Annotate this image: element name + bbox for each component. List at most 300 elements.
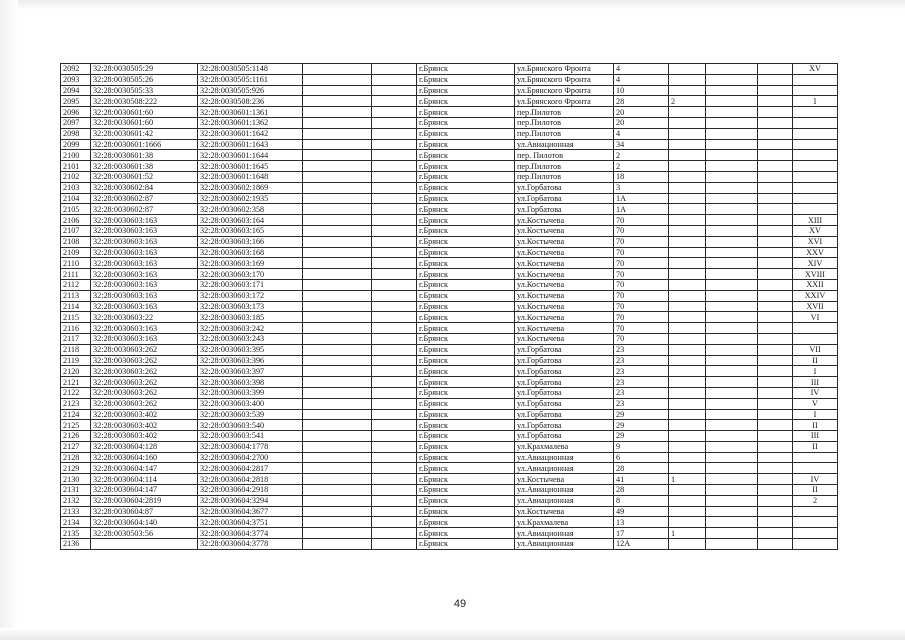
blank-col-10-cell [706, 398, 758, 409]
blank-col-11-cell [758, 517, 793, 528]
blank-col-4-cell [303, 485, 372, 496]
blank-col-10-cell [706, 182, 758, 193]
city-cell: г.Брянск [417, 431, 515, 442]
building-cell: 1 [669, 474, 706, 485]
blank-col-11-cell [758, 258, 793, 269]
city-cell: г.Брянск [417, 215, 515, 226]
blank-col-4-cell [303, 495, 372, 506]
city-cell: г.Брянск [417, 290, 515, 301]
row-number-cell: 2117 [61, 333, 91, 344]
blank-col-11-cell [758, 441, 793, 452]
blank-col-5-cell [372, 344, 417, 355]
cadastral-number-object-cell: 32:28:0030601:1361 [198, 107, 303, 118]
street-cell: ул.Горбатова [515, 431, 614, 442]
building-cell [669, 117, 706, 128]
house-number-cell: 18 [614, 171, 669, 182]
street-cell: ул.Авиационная [515, 485, 614, 496]
cadastral-number-parcel-cell [91, 539, 198, 550]
street-cell: ул.Костычева [515, 258, 614, 269]
row-number-cell: 2115 [61, 312, 91, 323]
house-number-cell: 2 [614, 150, 669, 161]
building-cell [669, 161, 706, 172]
premises-number-cell [793, 539, 838, 550]
cadastral-number-object-cell: 32:28:0030602:1869 [198, 182, 303, 193]
cadastral-number-object-cell: 32:28:0030603:541 [198, 431, 303, 442]
blank-col-4-cell [303, 279, 372, 290]
blank-col-10-cell [706, 117, 758, 128]
premises-number-cell: XXV [793, 247, 838, 258]
building-cell [669, 333, 706, 344]
blank-col-11-cell [758, 366, 793, 377]
blank-col-11-cell [758, 139, 793, 150]
premises-number-cell [793, 139, 838, 150]
premises-number-cell: III [793, 377, 838, 388]
cadastral-number-parcel-cell: 32:28:0030601:52 [91, 171, 198, 182]
city-cell: г.Брянск [417, 64, 515, 75]
street-cell: ул.Горбатова [515, 204, 614, 215]
cadastral-number-object-cell: 32:28:0030505:1161 [198, 74, 303, 85]
street-cell: ул.Костычева [515, 474, 614, 485]
blank-col-4-cell [303, 225, 372, 236]
table-row [61, 485, 838, 496]
premises-number-cell: I [793, 409, 838, 420]
blank-col-10-cell [706, 355, 758, 366]
blank-col-11-cell [758, 377, 793, 388]
row-number-cell: 2112 [61, 279, 91, 290]
building-cell: 2 [669, 96, 706, 107]
blank-col-5-cell [372, 290, 417, 301]
blank-col-10-cell [706, 387, 758, 398]
scan-edge-top [0, 0, 905, 10]
blank-col-10-cell [706, 150, 758, 161]
blank-col-4-cell [303, 150, 372, 161]
blank-col-10-cell [706, 139, 758, 150]
house-number-cell: 70 [614, 258, 669, 269]
table-row [61, 539, 838, 550]
premises-number-cell [793, 204, 838, 215]
city-cell: г.Брянск [417, 409, 515, 420]
city-cell: г.Брянск [417, 312, 515, 323]
blank-col-5-cell [372, 333, 417, 344]
blank-col-4-cell [303, 269, 372, 280]
city-cell: г.Брянск [417, 366, 515, 377]
cadastral-number-parcel-cell: 32:28:0030603:163 [91, 247, 198, 258]
street-cell: пер.Пилотов [515, 171, 614, 182]
blank-col-4-cell [303, 333, 372, 344]
cadastral-number-object-cell: 32:28:0030603:395 [198, 344, 303, 355]
blank-col-11-cell [758, 96, 793, 107]
premises-number-cell: XVIII [793, 269, 838, 280]
building-cell [669, 150, 706, 161]
row-number-cell: 2121 [61, 377, 91, 388]
table-row [61, 452, 838, 463]
street-cell: ул.Костычева [515, 312, 614, 323]
blank-col-5-cell [372, 236, 417, 247]
premises-number-cell: XVI [793, 236, 838, 247]
premises-number-cell: XVII [793, 301, 838, 312]
blank-col-4-cell [303, 366, 372, 377]
blank-col-5-cell [372, 96, 417, 107]
table-row [61, 182, 838, 193]
table-row [61, 355, 838, 366]
building-cell [669, 312, 706, 323]
cadastral-number-object-cell: 32:28:0030603:173 [198, 301, 303, 312]
blank-col-5-cell [372, 128, 417, 139]
house-number-cell: 23 [614, 344, 669, 355]
blank-col-11-cell [758, 463, 793, 474]
city-cell: г.Брянск [417, 269, 515, 280]
house-number-cell: 4 [614, 74, 669, 85]
table-row [61, 85, 838, 96]
blank-col-4-cell [303, 215, 372, 226]
building-cell [669, 431, 706, 442]
street-cell: ул.Костычева [515, 269, 614, 280]
table-row [61, 225, 838, 236]
blank-col-5-cell [372, 485, 417, 496]
blank-col-11-cell [758, 85, 793, 96]
cadastral-number-parcel-cell: 32:28:0030602:87 [91, 193, 198, 204]
blank-col-11-cell [758, 290, 793, 301]
blank-col-11-cell [758, 312, 793, 323]
building-cell [669, 452, 706, 463]
house-number-cell: 20 [614, 117, 669, 128]
house-number-cell: 23 [614, 387, 669, 398]
table-row [61, 312, 838, 323]
house-number-cell: 13 [614, 517, 669, 528]
blank-col-10-cell [706, 161, 758, 172]
blank-col-10-cell [706, 269, 758, 280]
blank-col-5-cell [372, 539, 417, 550]
table-row [61, 409, 838, 420]
city-cell: г.Брянск [417, 225, 515, 236]
blank-col-5-cell [372, 323, 417, 334]
city-cell: г.Брянск [417, 528, 515, 539]
row-number-cell: 2096 [61, 107, 91, 118]
house-number-cell: 2 [614, 161, 669, 172]
city-cell: г.Брянск [417, 539, 515, 550]
house-number-cell: 49 [614, 506, 669, 517]
row-number-cell: 2103 [61, 182, 91, 193]
blank-col-4-cell [303, 85, 372, 96]
cadastral-number-object-cell: 32:28:0030604:1778 [198, 441, 303, 452]
row-number-cell: 2120 [61, 366, 91, 377]
city-cell: г.Брянск [417, 85, 515, 96]
row-number-cell: 2118 [61, 344, 91, 355]
house-number-cell: 70 [614, 323, 669, 334]
blank-col-4-cell [303, 247, 372, 258]
cadastral-number-object-cell: 32:28:0030601:1362 [198, 117, 303, 128]
blank-col-10-cell [706, 247, 758, 258]
row-number-cell: 2130 [61, 474, 91, 485]
blank-col-4-cell [303, 74, 372, 85]
blank-col-10-cell [706, 377, 758, 388]
blank-col-4-cell [303, 539, 372, 550]
cadastral-number-parcel-cell: 32:28:0030603:163 [91, 225, 198, 236]
table-row [61, 279, 838, 290]
city-cell: г.Брянск [417, 193, 515, 204]
row-number-cell: 2107 [61, 225, 91, 236]
blank-col-5-cell [372, 312, 417, 323]
blank-col-11-cell [758, 485, 793, 496]
city-cell: г.Брянск [417, 139, 515, 150]
cadastral-number-object-cell: 32:28:0030602:1935 [198, 193, 303, 204]
row-number-cell: 2114 [61, 301, 91, 312]
table-row [61, 506, 838, 517]
premises-number-cell: XXIV [793, 290, 838, 301]
blank-col-11-cell [758, 182, 793, 193]
street-cell: ул.Горбатова [515, 182, 614, 193]
street-cell: ул.Горбатова [515, 420, 614, 431]
row-number-cell: 2097 [61, 117, 91, 128]
blank-col-4-cell [303, 236, 372, 247]
blank-col-5-cell [372, 193, 417, 204]
row-number-cell: 2111 [61, 269, 91, 280]
page-number: 49 [453, 598, 467, 610]
table-row [61, 117, 838, 128]
blank-col-11-cell [758, 474, 793, 485]
blank-col-10-cell [706, 420, 758, 431]
cadastral-number-object-cell: 32:28:0030604:3778 [198, 539, 303, 550]
table-row [61, 344, 838, 355]
blank-col-4-cell [303, 128, 372, 139]
city-cell: г.Брянск [417, 463, 515, 474]
cadastral-number-object-cell: 32:28:0030603:400 [198, 398, 303, 409]
cadastral-number-object-cell: 32:28:0030602:358 [198, 204, 303, 215]
table-row [61, 431, 838, 442]
blank-col-4-cell [303, 344, 372, 355]
row-number-cell: 2132 [61, 495, 91, 506]
blank-col-11-cell [758, 398, 793, 409]
street-cell: ул.Авиационная [515, 528, 614, 539]
blank-col-4-cell [303, 517, 372, 528]
street-cell: пер.Пилотов [515, 161, 614, 172]
row-number-cell: 2098 [61, 128, 91, 139]
street-cell: пер.Пилотов [515, 107, 614, 118]
blank-col-10-cell [706, 431, 758, 442]
building-cell [669, 355, 706, 366]
blank-col-5-cell [372, 74, 417, 85]
table-row [61, 128, 838, 139]
city-cell: г.Брянск [417, 128, 515, 139]
row-number-cell: 2104 [61, 193, 91, 204]
blank-col-10-cell [706, 312, 758, 323]
premises-number-cell [793, 128, 838, 139]
building-cell [669, 366, 706, 377]
premises-number-cell: II [793, 485, 838, 496]
cadastral-number-parcel-cell: 32:28:0030603:262 [91, 355, 198, 366]
blank-col-5-cell [372, 139, 417, 150]
house-number-cell: 20 [614, 107, 669, 118]
blank-col-4-cell [303, 171, 372, 182]
table-row [61, 107, 838, 118]
blank-col-4-cell [303, 64, 372, 75]
building-cell [669, 377, 706, 388]
building-cell [669, 85, 706, 96]
blank-col-11-cell [758, 420, 793, 431]
cadastral-number-parcel-cell: 32:28:0030601:38 [91, 150, 198, 161]
city-cell: г.Брянск [417, 236, 515, 247]
row-number-cell: 2109 [61, 247, 91, 258]
street-cell: ул.Авиационная [515, 495, 614, 506]
house-number-cell: 28 [614, 463, 669, 474]
blank-col-5-cell [372, 150, 417, 161]
row-number-cell: 2136 [61, 539, 91, 550]
building-cell [669, 323, 706, 334]
blank-col-5-cell [372, 182, 417, 193]
premises-number-cell [793, 85, 838, 96]
city-cell: г.Брянск [417, 398, 515, 409]
blank-col-5-cell [372, 215, 417, 226]
blank-col-10-cell [706, 517, 758, 528]
blank-col-4-cell [303, 258, 372, 269]
cadastral-number-parcel-cell: 32:28:0030604:114 [91, 474, 198, 485]
city-cell: г.Брянск [417, 247, 515, 258]
blank-col-10-cell [706, 344, 758, 355]
blank-col-10-cell [706, 85, 758, 96]
blank-col-4-cell [303, 441, 372, 452]
house-number-cell: 1А [614, 204, 669, 215]
blank-col-11-cell [758, 64, 793, 75]
city-cell: г.Брянск [417, 387, 515, 398]
row-number-cell: 2095 [61, 96, 91, 107]
blank-col-5-cell [372, 107, 417, 118]
cadastral-number-object-cell: 32:28:0030603:185 [198, 312, 303, 323]
blank-col-11-cell [758, 161, 793, 172]
blank-col-11-cell [758, 431, 793, 442]
street-cell: ул.Костычева [515, 301, 614, 312]
premises-number-cell [793, 506, 838, 517]
city-cell: г.Брянск [417, 96, 515, 107]
city-cell: г.Брянск [417, 355, 515, 366]
premises-number-cell [793, 517, 838, 528]
row-number-cell: 2125 [61, 420, 91, 431]
street-cell: пер.Пилотов [515, 128, 614, 139]
blank-col-4-cell [303, 420, 372, 431]
blank-col-11-cell [758, 193, 793, 204]
blank-col-4-cell [303, 182, 372, 193]
city-cell: г.Брянск [417, 150, 515, 161]
house-number-cell: 10 [614, 85, 669, 96]
street-cell: ул.Горбатова [515, 377, 614, 388]
building-cell [669, 517, 706, 528]
city-cell: г.Брянск [417, 377, 515, 388]
blank-col-4-cell [303, 452, 372, 463]
cadastral-number-object-cell: 32:28:0030603:169 [198, 258, 303, 269]
table-row [61, 474, 838, 485]
table-row [61, 387, 838, 398]
cadastral-number-object-cell: 32:28:0030601:1648 [198, 171, 303, 182]
street-cell: ул.Костычева [515, 290, 614, 301]
cadastral-number-parcel-cell: 32:28:0030503:56 [91, 528, 198, 539]
blank-col-4-cell [303, 377, 372, 388]
row-number-cell: 2108 [61, 236, 91, 247]
blank-col-4-cell [303, 474, 372, 485]
cadastral-number-parcel-cell: 32:28:0030508:222 [91, 96, 198, 107]
cadastral-number-object-cell: 32:28:0030604:3751 [198, 517, 303, 528]
building-cell [669, 290, 706, 301]
cadastral-number-parcel-cell: 32:28:0030603:163 [91, 301, 198, 312]
premises-number-cell: I [793, 366, 838, 377]
city-cell: г.Брянск [417, 420, 515, 431]
city-cell: г.Брянск [417, 452, 515, 463]
street-cell: ул.Крахмалева [515, 517, 614, 528]
cadastral-number-parcel-cell: 32:28:0030603:163 [91, 269, 198, 280]
blank-col-5-cell [372, 269, 417, 280]
house-number-cell: 8 [614, 495, 669, 506]
blank-col-4-cell [303, 193, 372, 204]
house-number-cell: 23 [614, 366, 669, 377]
city-cell: г.Брянск [417, 485, 515, 496]
cadastral-number-parcel-cell: 32:28:0030603:163 [91, 333, 198, 344]
street-cell: ул.Горбатова [515, 366, 614, 377]
blank-col-10-cell [706, 539, 758, 550]
blank-col-11-cell [758, 539, 793, 550]
house-number-cell: 4 [614, 64, 669, 75]
premises-number-cell: VI [793, 312, 838, 323]
city-cell: г.Брянск [417, 204, 515, 215]
cadastral-number-parcel-cell: 32:28:0030604:128 [91, 441, 198, 452]
table-row [61, 323, 838, 334]
table-row [61, 96, 838, 107]
building-cell [669, 344, 706, 355]
cadastral-number-object-cell: 32:28:0030603:171 [198, 279, 303, 290]
blank-col-4-cell [303, 301, 372, 312]
cadastral-number-object-cell: 32:28:0030603:165 [198, 225, 303, 236]
blank-col-10-cell [706, 107, 758, 118]
house-number-cell: 70 [614, 301, 669, 312]
house-number-cell: 29 [614, 431, 669, 442]
blank-col-5-cell [372, 474, 417, 485]
blank-col-4-cell [303, 506, 372, 517]
blank-col-4-cell [303, 96, 372, 107]
blank-col-5-cell [372, 409, 417, 420]
premises-number-cell: II [793, 441, 838, 452]
blank-col-5-cell [372, 387, 417, 398]
house-number-cell: 12А [614, 539, 669, 550]
blank-col-10-cell [706, 96, 758, 107]
building-cell [669, 182, 706, 193]
cadastral-number-parcel-cell: 32:28:0030603:402 [91, 420, 198, 431]
street-cell: ул.Брянского Фронта [515, 64, 614, 75]
blank-col-10-cell [706, 452, 758, 463]
table-row [61, 301, 838, 312]
cadastral-number-object-cell: 32:28:0030604:3294 [198, 495, 303, 506]
street-cell: ул.Авиационная [515, 463, 614, 474]
cadastral-number-object-cell: 32:28:0030603:243 [198, 333, 303, 344]
cadastral-number-parcel-cell: 32:28:0030505:29 [91, 64, 198, 75]
blank-col-5-cell [372, 301, 417, 312]
row-number-cell: 2124 [61, 409, 91, 420]
building-cell [669, 409, 706, 420]
blank-col-10-cell [706, 323, 758, 334]
blank-col-5-cell [372, 452, 417, 463]
table-row [61, 258, 838, 269]
cadastral-number-object-cell: 32:28:0030601:1643 [198, 139, 303, 150]
row-number-cell: 2126 [61, 431, 91, 442]
house-number-cell: 70 [614, 290, 669, 301]
table-row [61, 517, 838, 528]
cadastral-number-parcel-cell: 32:28:0030603:262 [91, 387, 198, 398]
blank-col-11-cell [758, 344, 793, 355]
street-cell: ул.Костычева [515, 323, 614, 334]
city-cell: г.Брянск [417, 474, 515, 485]
blank-col-10-cell [706, 485, 758, 496]
row-number-cell: 2128 [61, 452, 91, 463]
blank-col-4-cell [303, 312, 372, 323]
city-cell: г.Брянск [417, 258, 515, 269]
cadastral-number-parcel-cell: 32:28:0030603:262 [91, 398, 198, 409]
blank-col-10-cell [706, 74, 758, 85]
